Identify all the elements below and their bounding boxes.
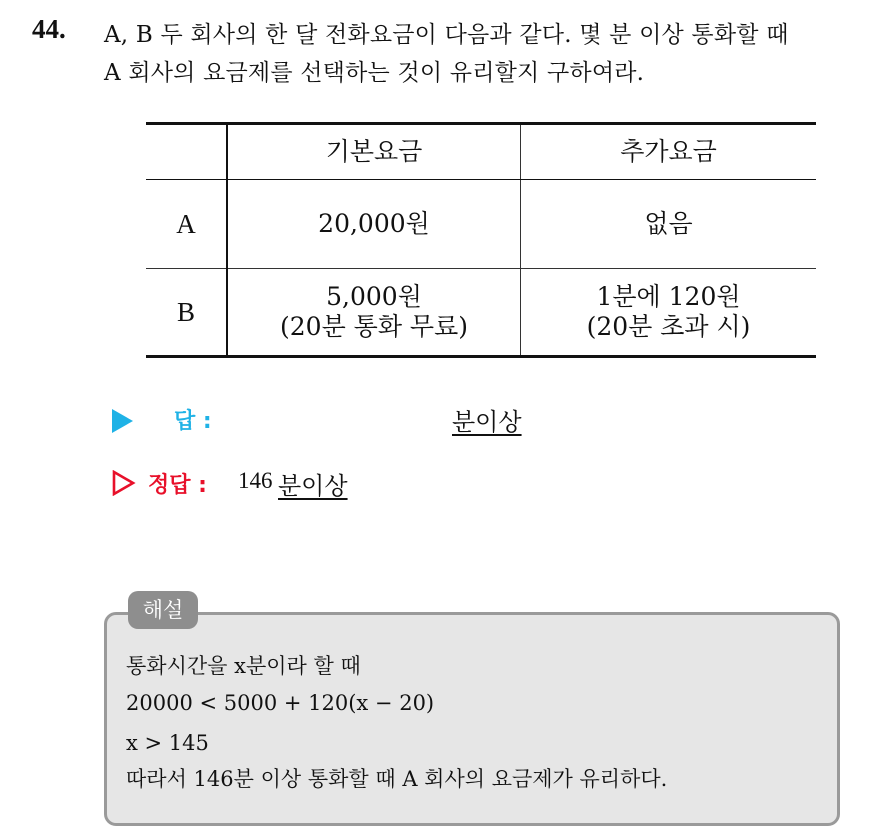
explanation-line-3: x > 145 <box>126 731 209 755</box>
question-text-line-2: A 회사의 요금제를 선택하는 것이 유리할지 구하여라. <box>104 60 645 86</box>
fee-table <box>146 122 816 358</box>
table-header-basic-fee: 기본요금 <box>227 124 521 180</box>
row-label-b: B <box>146 269 227 357</box>
company-b-extra-fee <box>521 269 817 357</box>
cell-line: 없음 <box>644 209 693 238</box>
table-header-extra-fee: 추가요금 <box>521 124 817 180</box>
outline-triangle-icon <box>112 470 136 496</box>
solution-label: 정답 : <box>148 473 207 498</box>
cell-line: 1분에 120원 <box>596 282 741 311</box>
company-b-basic-fee <box>227 269 521 357</box>
explanation-tag: 해설 <box>128 591 198 629</box>
table-row <box>146 269 816 357</box>
filled-triangle-icon <box>112 409 133 433</box>
solution-value: 146 <box>238 468 273 493</box>
answer-blank-unit: 분이상 <box>452 408 522 436</box>
solution-unit: 분이상 <box>278 472 348 500</box>
question-text-line-1: A, B 두 회사의 한 달 전화요금이 다음과 같다. 몇 분 이상 통화할 때 <box>104 22 789 48</box>
explanation-line-4: 따라서 146분 이상 통화할 때 A 회사의 요금제가 유리하다. <box>126 767 668 791</box>
row-label-a: A <box>146 180 227 269</box>
cell-line: 20,000원 <box>318 209 430 238</box>
cell-line: (20분 통화 무료) <box>280 312 468 341</box>
question-number: 44. <box>32 14 66 44</box>
table-header-corner <box>146 124 227 180</box>
cell-line: 5,000원 <box>326 282 422 311</box>
explanation-line-1: 통화시간을 x분이라 할 때 <box>126 654 361 678</box>
explanation-line-2: 20000 < 5000 + 120(x − 20) <box>126 691 435 715</box>
answer-label: 답 : <box>174 409 212 434</box>
table-header-row <box>146 124 816 180</box>
table-row <box>146 180 816 269</box>
cell-line: (20분 초과 시) <box>586 312 751 341</box>
company-a-extra-fee <box>521 180 817 269</box>
explanation-box <box>104 612 840 826</box>
company-a-basic-fee <box>227 180 521 269</box>
